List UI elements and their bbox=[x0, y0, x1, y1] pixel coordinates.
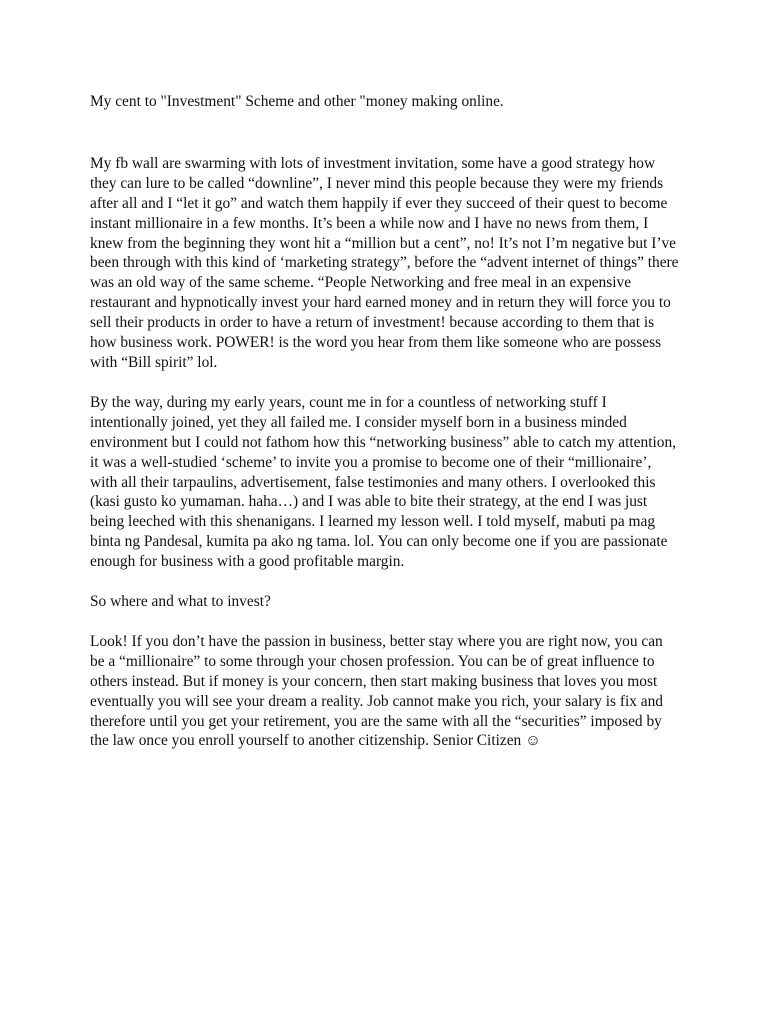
paragraph-early-years: By the way, during my early years, count me in for a countless of networking stuff I intentionally joined, yet they all failed me. I consider myself born in a business minded environment but I could not fathom how this “networking business” able to catch my attention, it was a well-studied ‘scheme’ to invite you a promise to become one of their “millionaire’, with all their tarpaulins, advertisement, false testimonies and many others. I overlooked this (kasi gusto ko yumaman. haha…) and I was able to bite their strategy, at the end I was just being leeched with this shenanigans. I learned my lesson well. I told myself, mabuti pa mag binta ng Pandesal, kumita pa ako ng tama. lol. You can only become one if you are passionate enough for business with a good profitable margin. bbox=[90, 393, 677, 571]
document-body bbox=[90, 92, 680, 771]
paragraph-downline: My fb wall are swarming with lots of investment invitation, some have a good strategy how they can lure to be called “downline”, I never mind this people because they were my friends after all and I “let it go” and watch them happily if ever they succeed of their quest to become instant millionaire in a few months. It’s been a while now and I have no news from them, I knew from the beginning they wont hit a “million but a cent”, no! It’s not I’m negative but I’ve been through with this kind of ‘marketing strategy”, before the “advent internet of things” there was an old way of the same scheme. “People Networking and free meal in an expensive restaurant and hypnotically invest your hard earned money and in return they will force you to sell their products in order to have a return of investment! because according to them that is how business work. POWER! is the word you hear from them like someone who are possess with “Bill spirit” lol. bbox=[90, 154, 679, 371]
paragraph-question: So where and what to invest? bbox=[90, 593, 271, 611]
document-title: My cent to "Investment" Scheme and other "money making online. bbox=[90, 93, 504, 110]
paragraph-advice: Look! If you don’t have the passion in business, better stay where you are right now, you can be a “millionaire” to some through your chosen profession. You can be of great influence to others instead. But if money is your concern, then start making business that loves you most eventually you will see your dream a reality. Job cannot make you rich, your salary is fix and therefore until you get your retirement, you are the same with all the “securities” imposed by the law once you enroll yourself to another citizenship. Senior Citizen ☺ bbox=[90, 632, 663, 750]
